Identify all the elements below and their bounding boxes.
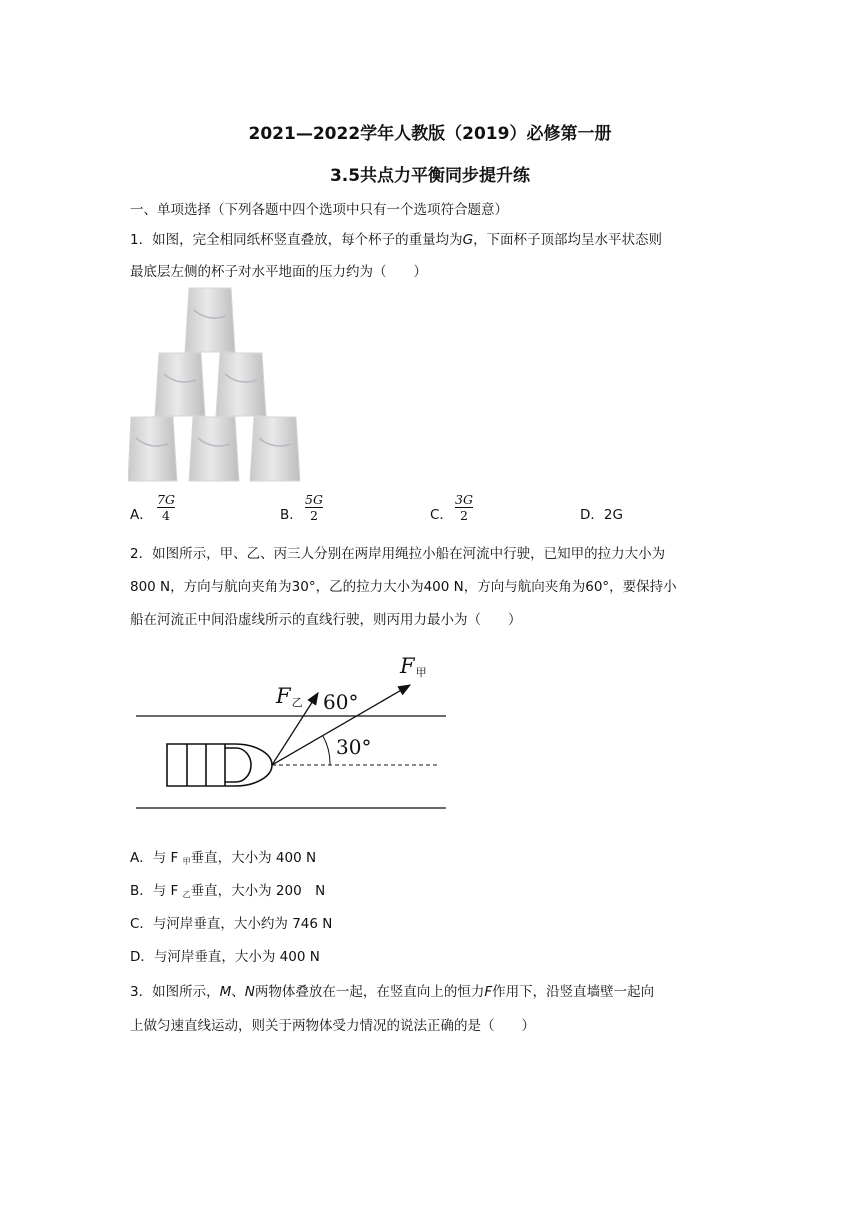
q2-line1: 2．如图所示，甲、乙、丙三人分别在两岸用绳拉小船在河流中行驶，已知甲的拉力大小为 — [130, 546, 666, 562]
cup-bottom-left — [128, 417, 177, 481]
f-jia-label: F甲 — [400, 654, 427, 679]
section-heading: 一、单项选择（下列各题中四个选项中只有一个选项符合题意） — [130, 202, 508, 218]
boat-figure — [130, 645, 460, 820]
angle-30-label: 30° — [336, 735, 372, 759]
q2-line3: 船在河流正中间沿虚线所示的直线行驶，则丙用力最小为（ ） — [130, 612, 522, 628]
q1-option-a-numerator: 7G — [157, 492, 175, 507]
cup-bottom-right — [250, 417, 300, 481]
q2-option-a-post: 垂直，大小为 400 N — [190, 850, 317, 866]
q1-line1-text-a: 1．如图，完全相同纸杯竖直叠放，每个杯子的重量均为 — [130, 232, 463, 248]
boat-shape — [167, 744, 272, 786]
q2-option-a-pre: A．与 F — [130, 850, 183, 866]
q1-line1 — [130, 228, 662, 248]
q3-separator: 、 — [231, 984, 245, 1000]
q3-line1 — [130, 980, 654, 1000]
cup-bottom-middle — [189, 417, 239, 481]
q1-var-g: G — [462, 232, 474, 248]
q1-option-a-fraction — [157, 492, 175, 523]
q2-option-b-sub: 乙 — [182, 890, 191, 899]
q3-var-f: F — [484, 984, 493, 1000]
q1-option-c-denominator: 2 — [460, 508, 468, 523]
q1-option-d — [580, 503, 623, 523]
cup-middle-right — [216, 353, 266, 416]
q1-option-b-label: B． — [280, 507, 303, 523]
q2-option-a — [130, 846, 316, 867]
q3-var-m: M — [219, 984, 232, 1000]
q2-option-c: C．与河岸垂直，大小约为 746 N — [130, 916, 333, 932]
q1-option-d-label: D． — [580, 507, 604, 523]
q1-option-c-numerator: 3G — [455, 492, 473, 507]
cup-top — [185, 288, 235, 352]
cups-figure — [128, 286, 303, 482]
q3-line2: 上做匀速直线运动，则关于两物体受力情况的说法正确的是（ ） — [130, 1018, 535, 1034]
f-yi-label: F乙 — [276, 684, 303, 709]
document-title: 2021—2022学年人教版（2019）必修第一册 — [248, 124, 612, 144]
document-subtitle: 3.5共点力平衡同步提升练 — [329, 166, 531, 186]
q1-option-d-text: 2G — [603, 507, 623, 523]
q2-option-b-pre: B．与 F — [130, 883, 183, 899]
q3-var-n: N — [244, 984, 255, 1000]
q1-option-a-label: A． — [130, 507, 153, 523]
angle-60-label: 60° — [323, 690, 359, 714]
q1-option-b-denominator: 2 — [310, 508, 318, 523]
q2-option-a-sub: 甲 — [182, 857, 191, 866]
q1-option-a-denominator: 4 — [162, 508, 170, 523]
q1-option-c-fraction — [455, 492, 473, 523]
q1-line1-text-b: ，下面杯子顶部均呈水平状态则 — [473, 232, 663, 248]
q2-option-b-post: 垂直，大小为 200 N — [190, 883, 326, 899]
angle-30-arc — [323, 736, 330, 765]
q2-line2: 800 N，方向与航向夹角为30°，乙的拉力大小为400 N，方向与航向夹角为60°，要保持小 — [130, 579, 677, 595]
q2-option-d: D．与河岸垂直，大小为 400 N — [130, 949, 320, 965]
q3-line1-text-a: 3．如图所示， — [130, 984, 220, 1000]
q1-option-c-label: C． — [430, 507, 453, 523]
q1-option-b-numerator: 5G — [305, 492, 323, 507]
q3-line1-text-b: 两物体叠放在一起，在竖直向上的恒力 — [254, 984, 485, 1000]
cup-middle-left — [155, 353, 205, 416]
q3-line1-text-c: 作用下，沿竖直墙壁一起向 — [492, 984, 655, 1000]
q1-line2: 最底层左侧的杯子对水平地面的压力约为（ ） — [130, 264, 427, 280]
q1-option-b-fraction — [305, 492, 323, 523]
q2-option-b — [130, 879, 325, 900]
